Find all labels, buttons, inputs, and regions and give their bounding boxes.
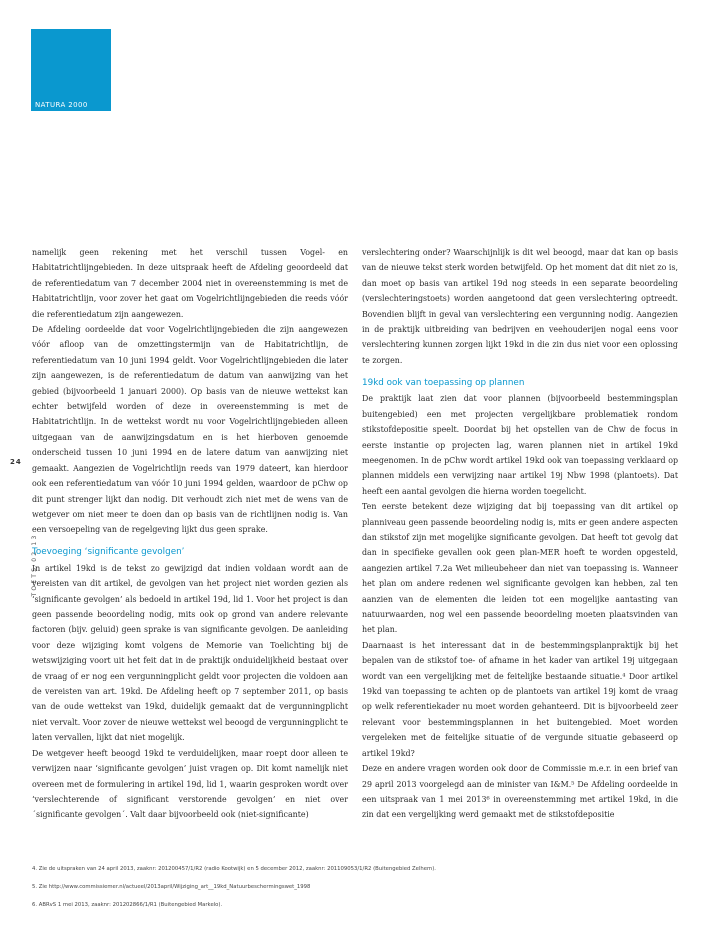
paragraph: De praktijk laat zien dat voor plannen (bijvoorbeeld bestemmingsplan buitengebied) een met projecten vergelijkbare problematiek rondom stikstofdepositie speelt. Doordat bij het opstellen van de Chw de focus in eerste instantie op projecten lag, waren plannen niet in artikel 19kd meegenomen. In de pChw wordt artikel 19kd ook van toepassing verklaard op plannen middels een verwijzing naar artikel 19j Nbw 1998 (plantoets). Dat heeft een aantal gevolgen die hierna worden toegelicht. (362, 394, 678, 496)
section-heading: 19kd ook van toepassing op plannen (362, 377, 525, 388)
footnote: 5. Zie http://www.commissiemer.nl/actueel/2013april/Wijziging_art__19kd_Natuurbeschermingswet_1998 (32, 884, 311, 890)
footnote: 6. ABRvS 1 mei 2013, zaaknr: 201202866/1/R1 (Buitengebied Markelo). (32, 902, 223, 908)
paragraph: Ten eerste betekent deze wijziging dat bij toepassing van dit artikel op planniveau geen passende beoordeling nodig is, mits er geen andere aspecten dan stikstof zijn met mogelijke significante gevolgen. Dat heeft tot gevolg dat dan in specifieke gevallen ook geen plan-MER hoeft te worden opgesteld, aangezien artikel 7.2a Wet milieubeheer dan niet van toepassing is. Wanneer het plan om andere redenen wel significante gevolgen kan hebben, zal ten aanzien van de elementen die leiden tot een mogelijke aantasting van natuurwaarden, nog wel een passende beoordeling moeten plaatsvinden van het plan. (362, 502, 678, 635)
paragraph: De wetgever heeft beoogd 19kd te verduidelijken, maar roept door alleen te verwijzen naar ‘significante gevolgen’ juist vragen op. Dit komt namelijk niet overeen met de formulering in artikel 19d, lid 1, waarin gesproken wordt over ‘verslechterende of significant verstorende gevolgen’ en niet over ´significante gevolgen´. Valt daar bijvoorbeeld ook (niet-significante) (32, 748, 348, 820)
paragraph: In artikel 19kd is de tekst zo gewijzigd dat indien voldaan wordt aan de vereisten van dit artikel, de gevolgen van het project niet worden gezien als ‘significante gevolgen’ als bedoeld in artikel 19d, lid 1. Voor het project is dan geen passende beoordeling nodig, mits ook op grond van andere relevante factoren (bijv. geluid) geen sprake is van significante gevolgen. De aanleiding voor deze wijziging komt volgens de Memorie van Toelichting bij de wetswijziging voort uit het feit dat in de praktijk onduidelijkheid bestaat over de vraag of er nog een vergunningplicht geldt voor projecten die voldoen aan de vereisten van art. 19kd. De Afdeling heeft op 7 september 2011, op basis van de oude wettekst van 19kd, duidelijk gemaakt dat de vergunningplicht niet vervalt. Voor zover de nieuwe wettekst wel beoogd de vergunningplicht te laten vervallen, lijkt dat niet mogelijk. (32, 563, 348, 743)
issue-label: TOETS 02 13 (31, 533, 38, 597)
paragraph: verslechtering onder? Waarschijnlijk is dit wel beoogd, maar dat kan op basis van de nieuwe tekst sterk worden betwijfeld. Op het moment dat dit niet zo is, dan moet op basis van artikel 19d nog steeds in een separate beoordeling (verslechteringstoets) worden aangetoond dat geen verslechtering optreedt. Bovendien blijft in geval van verslechtering een vergunning nodig. Aangezien in de praktijk uitbreiding van bedrijven en veehouderijen nogal eens voor verslechtering kunnen zorgen lijkt 19kd in die zin dus niet voor een oplossing te zorgen. (362, 248, 678, 365)
section-heading: Toevoeging ‘significante gevolgen’ (32, 547, 185, 558)
paragraph: namelijk geen rekening met het verschil tussen Vogel- en Habitatrichtlijngebieden. In deze uitspraak heeft de Afdeling geoordeeld dat de referentiedatum van 7 december 2004 niet in overeenstemming is met de Habitatrichtlijn, voor zover het gaat om Vogelrichtlijngebieden die reeds vóór die referentiedatum zijn aangewezen. (32, 248, 348, 319)
footnote: 4. Zie de uitspraken van 24 april 2013, zaaknr: 201200457/1/R2 (radio Kootwijk) en 5 december 2012, zaaknr: 201109053/1/R2 (Buitengebied Zelhem). (32, 866, 436, 872)
brand-logo-box (31, 29, 111, 111)
section-label: NATURA 2000 (35, 101, 88, 109)
left-column (32, 245, 348, 823)
paragraph: De Afdeling oordeelde dat voor Vogelrichtlijngebieden die zijn aangewezen vóór afloop van de omzettingstermijn van de Habitatrichtlijn, de referentiedatum van 10 juni 1994 geldt. Voor Vogelrichtlijngebieden die later zijn aangewezen, is de referentiedatum de datum van aanwijzing van het gebied (bijvoorbeeld 1 januari 2000). Op basis van de nieuwe wettekst kan echter betwijfeld worden of deze in overeenstemming is met de Habitatrichtlijn. In de wettekst wordt nu voor Vogelrichtlijngebieden alleen uitgegaan van de aanwijzingsdatum en is het hierboven genoemde onderscheid tussen 10 juni 1994 en de latere datum van aanwijzing niet gemaakt. Aangezien de Vogelrichtlijn reeds van 1979 dateert, kan hierdoor ook een referentiedatum van vóór 10 juni 1994 gelden, waardoor de pChw op dit punt strenger lijkt dan nodig. Dit verhoudt zich niet met de wens van de wetgever om niet meer te doen dan op basis van de richtlijnen nodig is. Van een versoepeling van de regelgeving lijkt dus geen sprake. (32, 325, 348, 535)
right-column (362, 245, 678, 823)
paragraph: Daarnaast is het interessant dat in de bestemmingsplanpraktijk bij het bepalen van de stikstof toe- of afname in het kader van artikel 19j uitgegaan wordt van een vergelijking met de feitelijke bestaande situatie.⁴ Door artikel 19kd van toepassing te achten op de plantoets van artikel 19j komt de vraag op welk referentiekader nu moet worden gehanteerd. Dit is bijvoorbeeld zeer relevant voor bestemmingsplannen in het buitengebied. Moet worden vergeleken met de feitelijke situatie of de vergunde situatie gebaseerd op artikel 19kd? (362, 640, 678, 758)
footnotes (32, 860, 682, 914)
page-number: 24 (10, 458, 22, 466)
paragraph: Deze en andere vragen worden ook door de Commissie m.e.r. in een brief van 29 april 2013 voorgelegd aan de minister van I&M.⁵ De Afdeling oordeelde in een uitspraak van 1 mei 2013⁶ in overeenstemming met artikel 19kd, in die zin dat een vergelijking werd gemaakt met de stikstofdepositie (362, 764, 678, 820)
